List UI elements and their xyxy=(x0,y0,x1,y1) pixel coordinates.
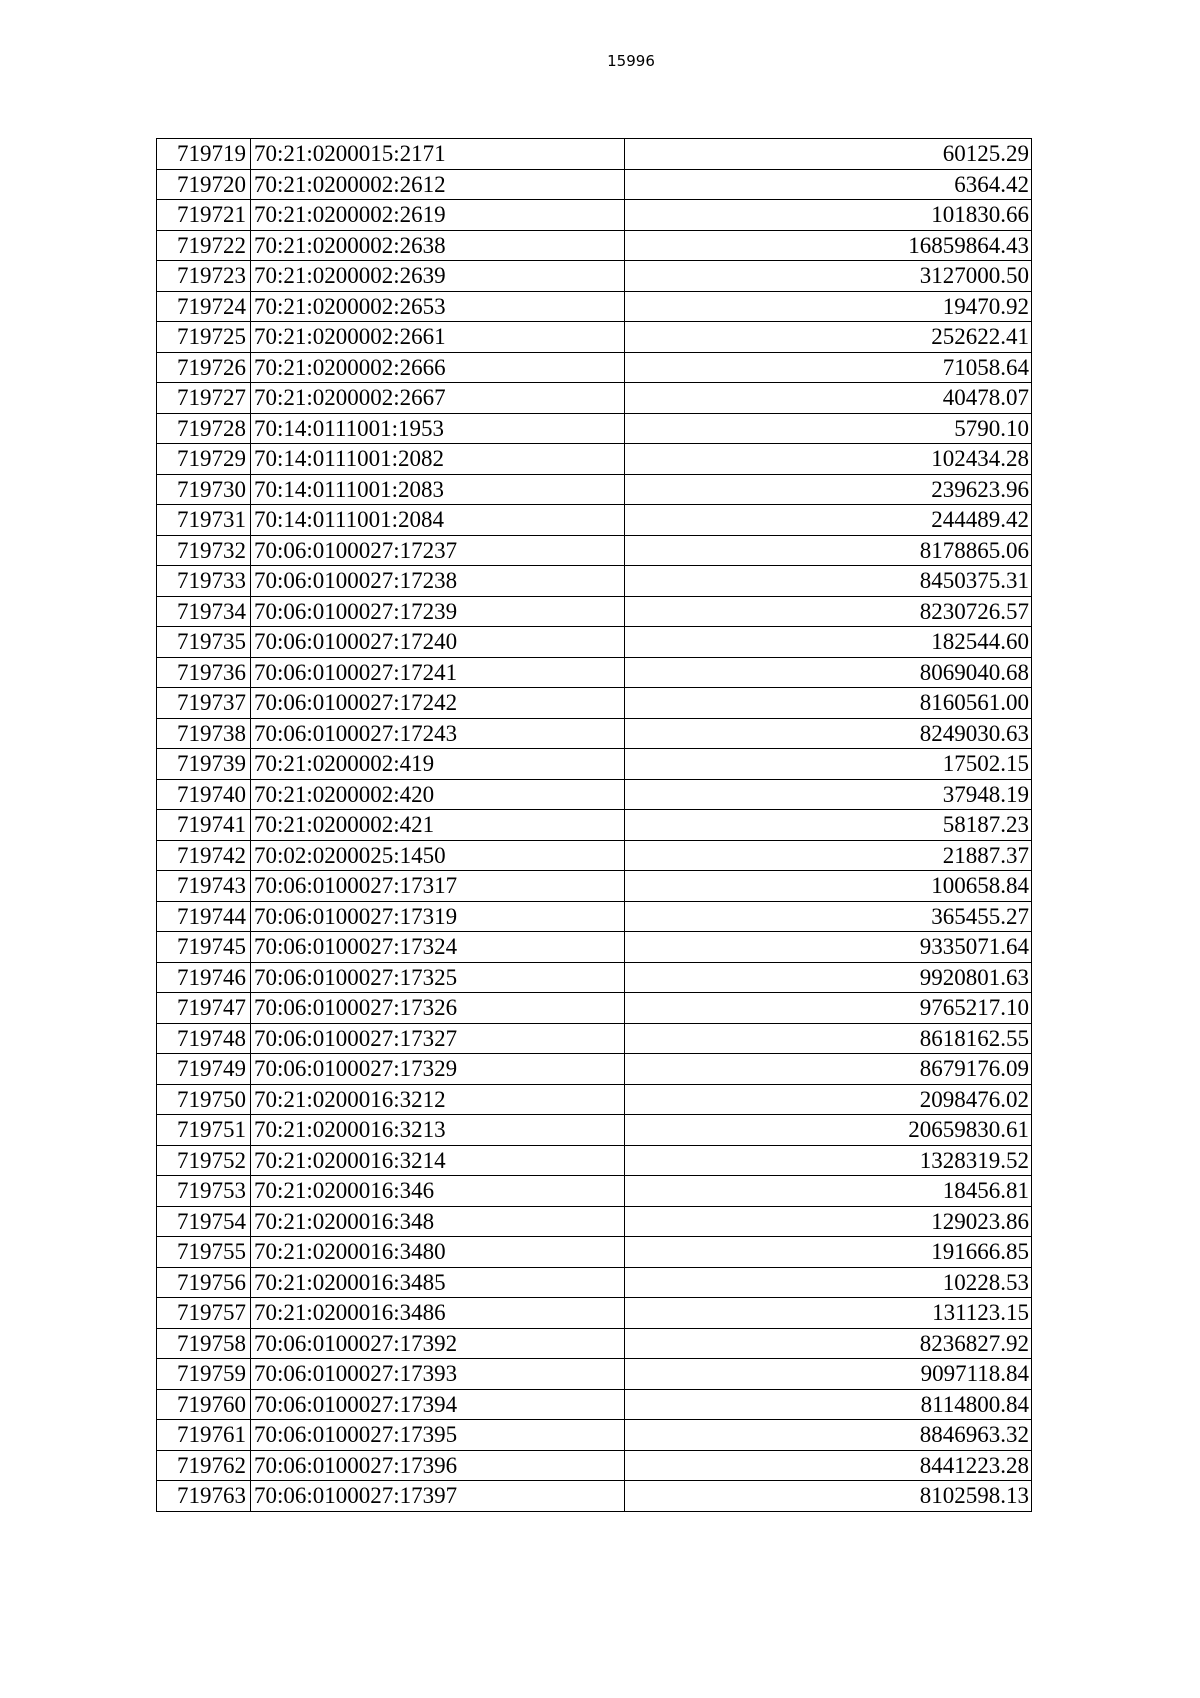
cadastral-value-cell: 8450375.31 xyxy=(625,566,1032,597)
cadastral-number-cell: 70:21:0200016:3212 xyxy=(251,1084,625,1115)
row-number-cell: 719726 xyxy=(157,352,251,383)
row-number-cell: 719752 xyxy=(157,1145,251,1176)
table-row xyxy=(157,1298,1032,1329)
table-row xyxy=(157,871,1032,902)
table-row xyxy=(157,1023,1032,1054)
cadastral-number-cell: 70:21:0200016:348 xyxy=(251,1206,625,1237)
cadastral-number-cell: 70:21:0200002:2639 xyxy=(251,261,625,292)
table-row xyxy=(157,993,1032,1024)
table-row xyxy=(157,261,1032,292)
table-row xyxy=(157,932,1032,963)
cadastral-value-cell: 8846963.32 xyxy=(625,1420,1032,1451)
table-row xyxy=(157,139,1032,170)
table-row xyxy=(157,169,1032,200)
row-number-cell: 719743 xyxy=(157,871,251,902)
table-row xyxy=(157,840,1032,871)
row-number-cell: 719748 xyxy=(157,1023,251,1054)
table-row xyxy=(157,718,1032,749)
row-number-cell: 719762 xyxy=(157,1450,251,1481)
row-number-cell: 719751 xyxy=(157,1115,251,1146)
row-number-cell: 719741 xyxy=(157,810,251,841)
table-row xyxy=(157,779,1032,810)
cadastral-number-cell: 70:21:0200002:2653 xyxy=(251,291,625,322)
row-number-cell: 719733 xyxy=(157,566,251,597)
row-number-cell: 719724 xyxy=(157,291,251,322)
cadastral-value-cell: 8618162.55 xyxy=(625,1023,1032,1054)
row-number-cell: 719759 xyxy=(157,1359,251,1390)
cadastral-value-cell: 8679176.09 xyxy=(625,1054,1032,1085)
cadastral-number-cell: 70:21:0200016:3486 xyxy=(251,1298,625,1329)
cadastral-number-cell: 70:21:0200002:2667 xyxy=(251,383,625,414)
cadastral-number-cell: 70:06:0100027:17392 xyxy=(251,1328,625,1359)
table-row xyxy=(157,566,1032,597)
table-row xyxy=(157,1084,1032,1115)
table-row xyxy=(157,962,1032,993)
row-number-cell: 719742 xyxy=(157,840,251,871)
row-number-cell: 719728 xyxy=(157,413,251,444)
table-row xyxy=(157,1389,1032,1420)
table-row xyxy=(157,230,1032,261)
table-row xyxy=(157,688,1032,719)
table-row xyxy=(157,535,1032,566)
cadastral-number-cell: 70:21:0200002:2612 xyxy=(251,169,625,200)
row-number-cell: 719737 xyxy=(157,688,251,719)
cadastral-number-cell: 70:14:0111001:1953 xyxy=(251,413,625,444)
cadastral-number-cell: 70:06:0100027:17239 xyxy=(251,596,625,627)
cadastral-value-cell: 8114800.84 xyxy=(625,1389,1032,1420)
cadastral-value-cell: 8160561.00 xyxy=(625,688,1032,719)
table-row xyxy=(157,657,1032,688)
cadastral-value-cell: 10228.53 xyxy=(625,1267,1032,1298)
cadastral-value-cell: 16859864.43 xyxy=(625,230,1032,261)
table-row xyxy=(157,1237,1032,1268)
row-number-cell: 719754 xyxy=(157,1206,251,1237)
row-number-cell: 719739 xyxy=(157,749,251,780)
row-number-cell: 719758 xyxy=(157,1328,251,1359)
table-row xyxy=(157,1206,1032,1237)
cadastral-value-cell: 21887.37 xyxy=(625,840,1032,871)
row-number-cell: 719746 xyxy=(157,962,251,993)
cadastral-value-cell: 3127000.50 xyxy=(625,261,1032,292)
row-number-cell: 719723 xyxy=(157,261,251,292)
cadastral-number-cell: 70:06:0100027:17243 xyxy=(251,718,625,749)
table-row xyxy=(157,352,1032,383)
cadastral-number-cell: 70:06:0100027:17325 xyxy=(251,962,625,993)
cadastral-number-cell: 70:21:0200016:346 xyxy=(251,1176,625,1207)
row-number-cell: 719722 xyxy=(157,230,251,261)
row-number-cell: 719720 xyxy=(157,169,251,200)
table-row xyxy=(157,444,1032,475)
cadastral-number-cell: 70:14:0111001:2082 xyxy=(251,444,625,475)
cadastral-number-cell: 70:06:0100027:17241 xyxy=(251,657,625,688)
cadastral-number-cell: 70:21:0200016:3480 xyxy=(251,1237,625,1268)
cadastral-value-cell: 8102598.13 xyxy=(625,1481,1032,1512)
cadastral-value-cell: 191666.85 xyxy=(625,1237,1032,1268)
cadastral-number-cell: 70:21:0200016:3485 xyxy=(251,1267,625,1298)
cadastral-value-cell: 365455.27 xyxy=(625,901,1032,932)
cadastral-value-cell: 40478.07 xyxy=(625,383,1032,414)
row-number-cell: 719745 xyxy=(157,932,251,963)
table-row xyxy=(157,901,1032,932)
cadastral-value-cell: 2098476.02 xyxy=(625,1084,1032,1115)
cadastral-number-cell: 70:06:0100027:17396 xyxy=(251,1450,625,1481)
cadastral-number-cell: 70:06:0100027:17329 xyxy=(251,1054,625,1085)
cadastral-number-cell: 70:06:0100027:17327 xyxy=(251,1023,625,1054)
cadastral-number-cell: 70:06:0100027:17393 xyxy=(251,1359,625,1390)
cadastral-number-cell: 70:06:0100027:17324 xyxy=(251,932,625,963)
cadastral-number-cell: 70:06:0100027:17395 xyxy=(251,1420,625,1451)
cadastral-value-cell: 71058.64 xyxy=(625,352,1032,383)
row-number-cell: 719730 xyxy=(157,474,251,505)
row-number-cell: 719749 xyxy=(157,1054,251,1085)
table-row xyxy=(157,1267,1032,1298)
table-row xyxy=(157,474,1032,505)
table-row xyxy=(157,1145,1032,1176)
table-row xyxy=(157,1115,1032,1146)
cadastral-value-cell: 9335071.64 xyxy=(625,932,1032,963)
cadastral-value-table xyxy=(156,138,1032,1512)
table-row xyxy=(157,1176,1032,1207)
table-row xyxy=(157,322,1032,353)
cadastral-number-cell: 70:06:0100027:17240 xyxy=(251,627,625,658)
cadastral-value-cell: 252622.41 xyxy=(625,322,1032,353)
cadastral-value-cell: 60125.29 xyxy=(625,139,1032,170)
cadastral-value-cell: 8236827.92 xyxy=(625,1328,1032,1359)
row-number-cell: 719755 xyxy=(157,1237,251,1268)
cadastral-number-cell: 70:06:0100027:17319 xyxy=(251,901,625,932)
cadastral-value-cell: 102434.28 xyxy=(625,444,1032,475)
table-row xyxy=(157,200,1032,231)
cadastral-value-cell: 8249030.63 xyxy=(625,718,1032,749)
cadastral-number-cell: 70:06:0100027:17326 xyxy=(251,993,625,1024)
cadastral-value-cell: 239623.96 xyxy=(625,474,1032,505)
table-row xyxy=(157,1054,1032,1085)
cadastral-number-cell: 70:06:0100027:17394 xyxy=(251,1389,625,1420)
table-row xyxy=(157,596,1032,627)
table-body xyxy=(157,139,1032,1512)
cadastral-value-cell: 18456.81 xyxy=(625,1176,1032,1207)
row-number-cell: 719761 xyxy=(157,1420,251,1451)
table-row xyxy=(157,383,1032,414)
page-number: 15996 xyxy=(607,52,655,70)
cadastral-value-cell: 101830.66 xyxy=(625,200,1032,231)
row-number-cell: 719721 xyxy=(157,200,251,231)
cadastral-value-cell: 9920801.63 xyxy=(625,962,1032,993)
cadastral-number-cell: 70:21:0200016:3213 xyxy=(251,1115,625,1146)
cadastral-value-cell: 17502.15 xyxy=(625,749,1032,780)
table-row xyxy=(157,413,1032,444)
cadastral-value-cell: 1328319.52 xyxy=(625,1145,1032,1176)
cadastral-number-cell: 70:21:0200015:2171 xyxy=(251,139,625,170)
row-number-cell: 719727 xyxy=(157,383,251,414)
cadastral-value-cell: 9765217.10 xyxy=(625,993,1032,1024)
cadastral-number-cell: 70:21:0200002:2638 xyxy=(251,230,625,261)
row-number-cell: 719756 xyxy=(157,1267,251,1298)
row-number-cell: 719734 xyxy=(157,596,251,627)
cadastral-number-cell: 70:21:0200002:421 xyxy=(251,810,625,841)
cadastral-value-cell: 8230726.57 xyxy=(625,596,1032,627)
cadastral-value-cell: 20659830.61 xyxy=(625,1115,1032,1146)
cadastral-value-cell: 8069040.68 xyxy=(625,657,1032,688)
table-row xyxy=(157,749,1032,780)
cadastral-value-cell: 9097118.84 xyxy=(625,1359,1032,1390)
cadastral-value-cell: 8178865.06 xyxy=(625,535,1032,566)
cadastral-number-cell: 70:06:0100027:17238 xyxy=(251,566,625,597)
cadastral-value-cell: 58187.23 xyxy=(625,810,1032,841)
table-row xyxy=(157,291,1032,322)
table-row xyxy=(157,505,1032,536)
cadastral-number-cell: 70:06:0100027:17317 xyxy=(251,871,625,902)
cadastral-number-cell: 70:21:0200002:420 xyxy=(251,779,625,810)
cadastral-number-cell: 70:06:0100027:17242 xyxy=(251,688,625,719)
cadastral-number-cell: 70:14:0111001:2084 xyxy=(251,505,625,536)
cadastral-value-cell: 6364.42 xyxy=(625,169,1032,200)
row-number-cell: 719740 xyxy=(157,779,251,810)
cadastral-number-cell: 70:21:0200016:3214 xyxy=(251,1145,625,1176)
row-number-cell: 719763 xyxy=(157,1481,251,1512)
table-row xyxy=(157,1481,1032,1512)
cadastral-value-cell: 19470.92 xyxy=(625,291,1032,322)
cadastral-value-cell: 8441223.28 xyxy=(625,1450,1032,1481)
row-number-cell: 719732 xyxy=(157,535,251,566)
cadastral-value-cell: 5790.10 xyxy=(625,413,1032,444)
cadastral-number-cell: 70:14:0111001:2083 xyxy=(251,474,625,505)
cadastral-value-cell: 129023.86 xyxy=(625,1206,1032,1237)
cadastral-value-cell: 244489.42 xyxy=(625,505,1032,536)
cadastral-number-cell: 70:21:0200002:2661 xyxy=(251,322,625,353)
row-number-cell: 719753 xyxy=(157,1176,251,1207)
cadastral-number-cell: 70:02:0200025:1450 xyxy=(251,840,625,871)
cadastral-value-cell: 37948.19 xyxy=(625,779,1032,810)
row-number-cell: 719738 xyxy=(157,718,251,749)
row-number-cell: 719735 xyxy=(157,627,251,658)
row-number-cell: 719760 xyxy=(157,1389,251,1420)
cadastral-number-cell: 70:21:0200002:2619 xyxy=(251,200,625,231)
row-number-cell: 719719 xyxy=(157,139,251,170)
row-number-cell: 719725 xyxy=(157,322,251,353)
row-number-cell: 719736 xyxy=(157,657,251,688)
cadastral-value-cell: 131123.15 xyxy=(625,1298,1032,1329)
cadastral-value-cell: 182544.60 xyxy=(625,627,1032,658)
cadastral-number-cell: 70:21:0200002:2666 xyxy=(251,352,625,383)
cadastral-number-cell: 70:21:0200002:419 xyxy=(251,749,625,780)
cadastral-number-cell: 70:06:0100027:17237 xyxy=(251,535,625,566)
table-row xyxy=(157,1420,1032,1451)
table-row xyxy=(157,1450,1032,1481)
table-row xyxy=(157,1328,1032,1359)
cadastral-value-cell: 100658.84 xyxy=(625,871,1032,902)
row-number-cell: 719757 xyxy=(157,1298,251,1329)
table-row xyxy=(157,1359,1032,1390)
table-row xyxy=(157,627,1032,658)
row-number-cell: 719731 xyxy=(157,505,251,536)
table-row xyxy=(157,810,1032,841)
row-number-cell: 719747 xyxy=(157,993,251,1024)
row-number-cell: 719744 xyxy=(157,901,251,932)
row-number-cell: 719729 xyxy=(157,444,251,475)
row-number-cell: 719750 xyxy=(157,1084,251,1115)
cadastral-number-cell: 70:06:0100027:17397 xyxy=(251,1481,625,1512)
